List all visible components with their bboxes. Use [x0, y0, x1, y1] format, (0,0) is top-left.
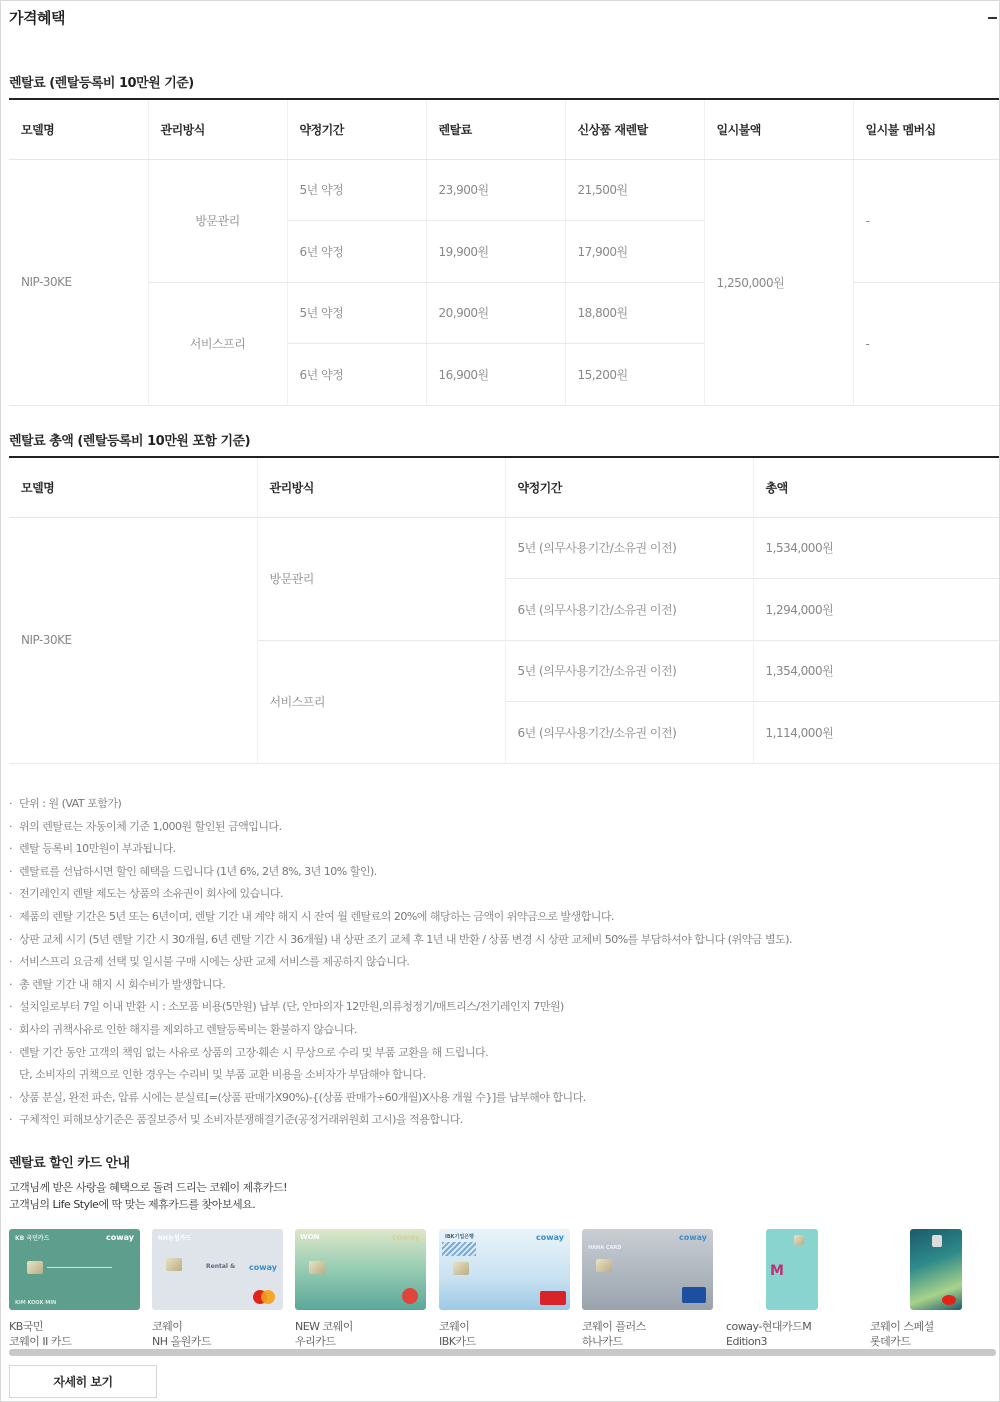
- note-item: · 렌탈료를 선납하시면 할인 혜택을 드립니다 (1년 6%, 2년 8%, 3년 10% 할인).: [9, 864, 377, 878]
- table-row: [9, 517, 999, 579]
- rental-fee-title: 렌탈료 (렌탈등록비 10만원 기준): [9, 76, 194, 91]
- card-hana[interactable]: [582, 1229, 713, 1349]
- card-scrollbar[interactable]: [9, 1349, 996, 1356]
- method-cell: 방문관리: [148, 159, 287, 282]
- header-method: 관리방식: [257, 457, 505, 517]
- table-header-row: [9, 99, 999, 159]
- method-cell: 방문관리: [257, 517, 505, 640]
- notes-list: [9, 794, 994, 1133]
- header-lump-sum: 일시불액: [704, 99, 853, 159]
- cards-desc-line2: 고객님의 Life Style에 딱 맞는 제휴카드를 찾아보세요.: [9, 1198, 256, 1211]
- card-woori[interactable]: [295, 1229, 426, 1349]
- note-item: · 서비스프리 요금제 선택 및 일시불 구매 시에는 상판 교체 서비스를 제공하지 않습니다.: [9, 955, 410, 969]
- model-cell: NIP-30KE: [9, 159, 148, 405]
- card-kb[interactable]: [9, 1229, 140, 1349]
- fee-cell: 16,900원: [426, 344, 565, 406]
- header-total: 총액: [753, 457, 999, 517]
- method-cell: 서비스프리: [257, 640, 505, 763]
- card-label: 코웨이 NH 올원카드: [152, 1320, 212, 1348]
- card-label: KB국민 코웨이 II 카드: [9, 1320, 72, 1348]
- note-item: · 상판 교체 시기 (5년 렌탈 기간 시 30개월, 6년 렌탈 기간 시 36개월) 내 상판 조기 교체 후 1년 내 반환 / 상품 변경 시 상판 교체비 50%를 부담하셔야 합니다 (위약금 별도).: [9, 932, 793, 946]
- method-cell: 서비스프리: [148, 282, 287, 405]
- amount-cell: 1,294,000원: [753, 579, 999, 641]
- membership-cell: -: [853, 282, 999, 405]
- amount-cell: 1,354,000원: [753, 640, 999, 702]
- note-item: · 전기레인지 렌탈 제도는 상품의 소유권이 회사에 있습니다.: [9, 887, 283, 901]
- more-details-button[interactable]: 자세히 보기: [9, 1365, 157, 1398]
- card-image[interactable]: M: [766, 1229, 818, 1310]
- term-cell: 5년 약정: [287, 159, 426, 221]
- note-item: · 설치일로부터 7일 이내 반환 시 : 소모품 비용(5만원) 납부 (단, 안마의자 12만원,의류청정기/매트리스/전기레인지 7만원): [9, 1000, 564, 1014]
- note-item: · 단위 : 원 (VAT 포함가): [9, 797, 122, 810]
- note-item-continued: 단, 소비자의 귀책으로 인한 경우는 수리비 및 부품 교환 비용을 소비자가 부담해야 합니다.: [19, 1068, 426, 1082]
- header-term: 약정기간: [287, 99, 426, 159]
- card-image[interactable]: NH농협카드 Rental & coway: [152, 1229, 283, 1310]
- card-image[interactable]: WON coway: [295, 1229, 426, 1310]
- total-table: [9, 456, 999, 764]
- fee-cell: 19,900원: [426, 221, 565, 283]
- note-item: · 상품 분실, 완전 파손, 압류 시에는 분실료[=(상품 판매가X90%)-{(상품 판매가÷60개월)X사용 개월 수}]를 납부해야 합니다.: [9, 1090, 586, 1104]
- card-lotte[interactable]: [870, 1229, 1000, 1349]
- card-label: NEW 코웨이 우리카드: [295, 1320, 353, 1348]
- card-nh[interactable]: [152, 1229, 283, 1349]
- card-hyundai[interactable]: [726, 1229, 857, 1349]
- card-label: 코웨이 플러스 하나카드: [582, 1320, 646, 1348]
- note-item: · 위의 렌탈료는 자동이체 기준 1,000원 할인된 금액입니다.: [9, 819, 282, 833]
- total-title: 렌탈료 총액 (렌탈등록비 10만원 포함 기준): [9, 434, 251, 449]
- header-model: 모델명: [9, 457, 257, 517]
- term-cell: 6년 (의무사용기간/소유권 이전): [505, 702, 753, 764]
- fee-cell: 20,900원: [426, 282, 565, 344]
- term-cell: 5년 약정: [287, 282, 426, 344]
- header-model: 모델명: [9, 99, 148, 159]
- card-image[interactable]: IBK기업은행 coway: [439, 1229, 570, 1310]
- amount-cell: 1,534,000원: [753, 517, 999, 579]
- model-cell: NIP-30KE: [9, 517, 257, 763]
- amount-cell: 1,114,000원: [753, 702, 999, 764]
- term-cell: 6년 약정: [287, 221, 426, 283]
- cards-title: 렌탈료 할인 카드 안내: [9, 1156, 130, 1171]
- note-item: · 제품의 렌탈 기간은 5년 또는 6년이며, 렌탈 기간 내 계약 해지 시 잔여 월 렌탈료의 20%에 해당하는 금액이 위약금으로 발생합니다.: [9, 909, 615, 923]
- header-method: 관리방식: [148, 99, 287, 159]
- note-item: · 구체적인 피해보상기준은 품질보증서 및 소비자분쟁해결기준(공정거래위원회 고시)을 적용합니다.: [9, 1113, 463, 1127]
- section-title: 가격혜택: [9, 9, 65, 27]
- rental-fee-table: [9, 98, 999, 406]
- note-item: · 회사의 귀책사유로 인한 해지를 제외하고 렌탈등록비는 환불하지 않습니다.: [9, 1022, 357, 1036]
- term-cell: 6년 약정: [287, 344, 426, 406]
- collapse-icon[interactable]: [988, 17, 997, 19]
- card-label: coway-현대카드M Edition3: [726, 1320, 812, 1348]
- fee-cell: 23,900원: [426, 159, 565, 221]
- card-image[interactable]: [910, 1229, 962, 1310]
- rerental-cell: 17,900원: [565, 221, 704, 283]
- note-item: · 총 렌탈 기간 내 해지 시 회수비가 발생합니다.: [9, 977, 226, 991]
- rerental-cell: 21,500원: [565, 159, 704, 221]
- header-term: 약정기간: [505, 457, 753, 517]
- table-header-row: [9, 457, 999, 517]
- scrollbar-thumb[interactable]: [9, 1349, 996, 1356]
- header-rerental: 신상품 재렌탈: [565, 99, 704, 159]
- card-label: 코웨이 스페셜 롯데카드: [870, 1320, 934, 1348]
- rerental-cell: 15,200원: [565, 344, 704, 406]
- card-image[interactable]: KB 국민카드 coway KIM KOOK MIN: [9, 1229, 140, 1310]
- note-item: · 렌탈 등록비 10만원이 부과됩니다.: [9, 842, 176, 856]
- card-image[interactable]: coway HANA CARD: [582, 1229, 713, 1310]
- card-carousel[interactable]: [9, 1229, 999, 1349]
- header-membership: 일시불 멤버십: [853, 99, 999, 159]
- table-row: [9, 159, 999, 221]
- lump-sum-cell: 1,250,000원: [704, 159, 853, 405]
- term-cell: 5년 (의무사용기간/소유권 이전): [505, 640, 753, 702]
- term-cell: 6년 (의무사용기간/소유권 이전): [505, 579, 753, 641]
- rerental-cell: 18,800원: [565, 282, 704, 344]
- header-fee: 렌탈료: [426, 99, 565, 159]
- cards-desc-line1: 고객님께 받은 사랑을 혜택으로 돌려 드리는 코웨이 제휴카드!: [9, 1181, 288, 1194]
- card-ibk[interactable]: [439, 1229, 570, 1349]
- note-item: · 렌탈 기간 동안 고객의 책임 없는 사유로 상품의 고장·훼손 시 무상으로 수리 및 부품 교환을 해 드립니다.: [9, 1045, 489, 1059]
- membership-cell: -: [853, 159, 999, 282]
- card-label: 코웨이 IBK카드: [439, 1320, 476, 1348]
- term-cell: 5년 (의무사용기간/소유권 이전): [505, 517, 753, 579]
